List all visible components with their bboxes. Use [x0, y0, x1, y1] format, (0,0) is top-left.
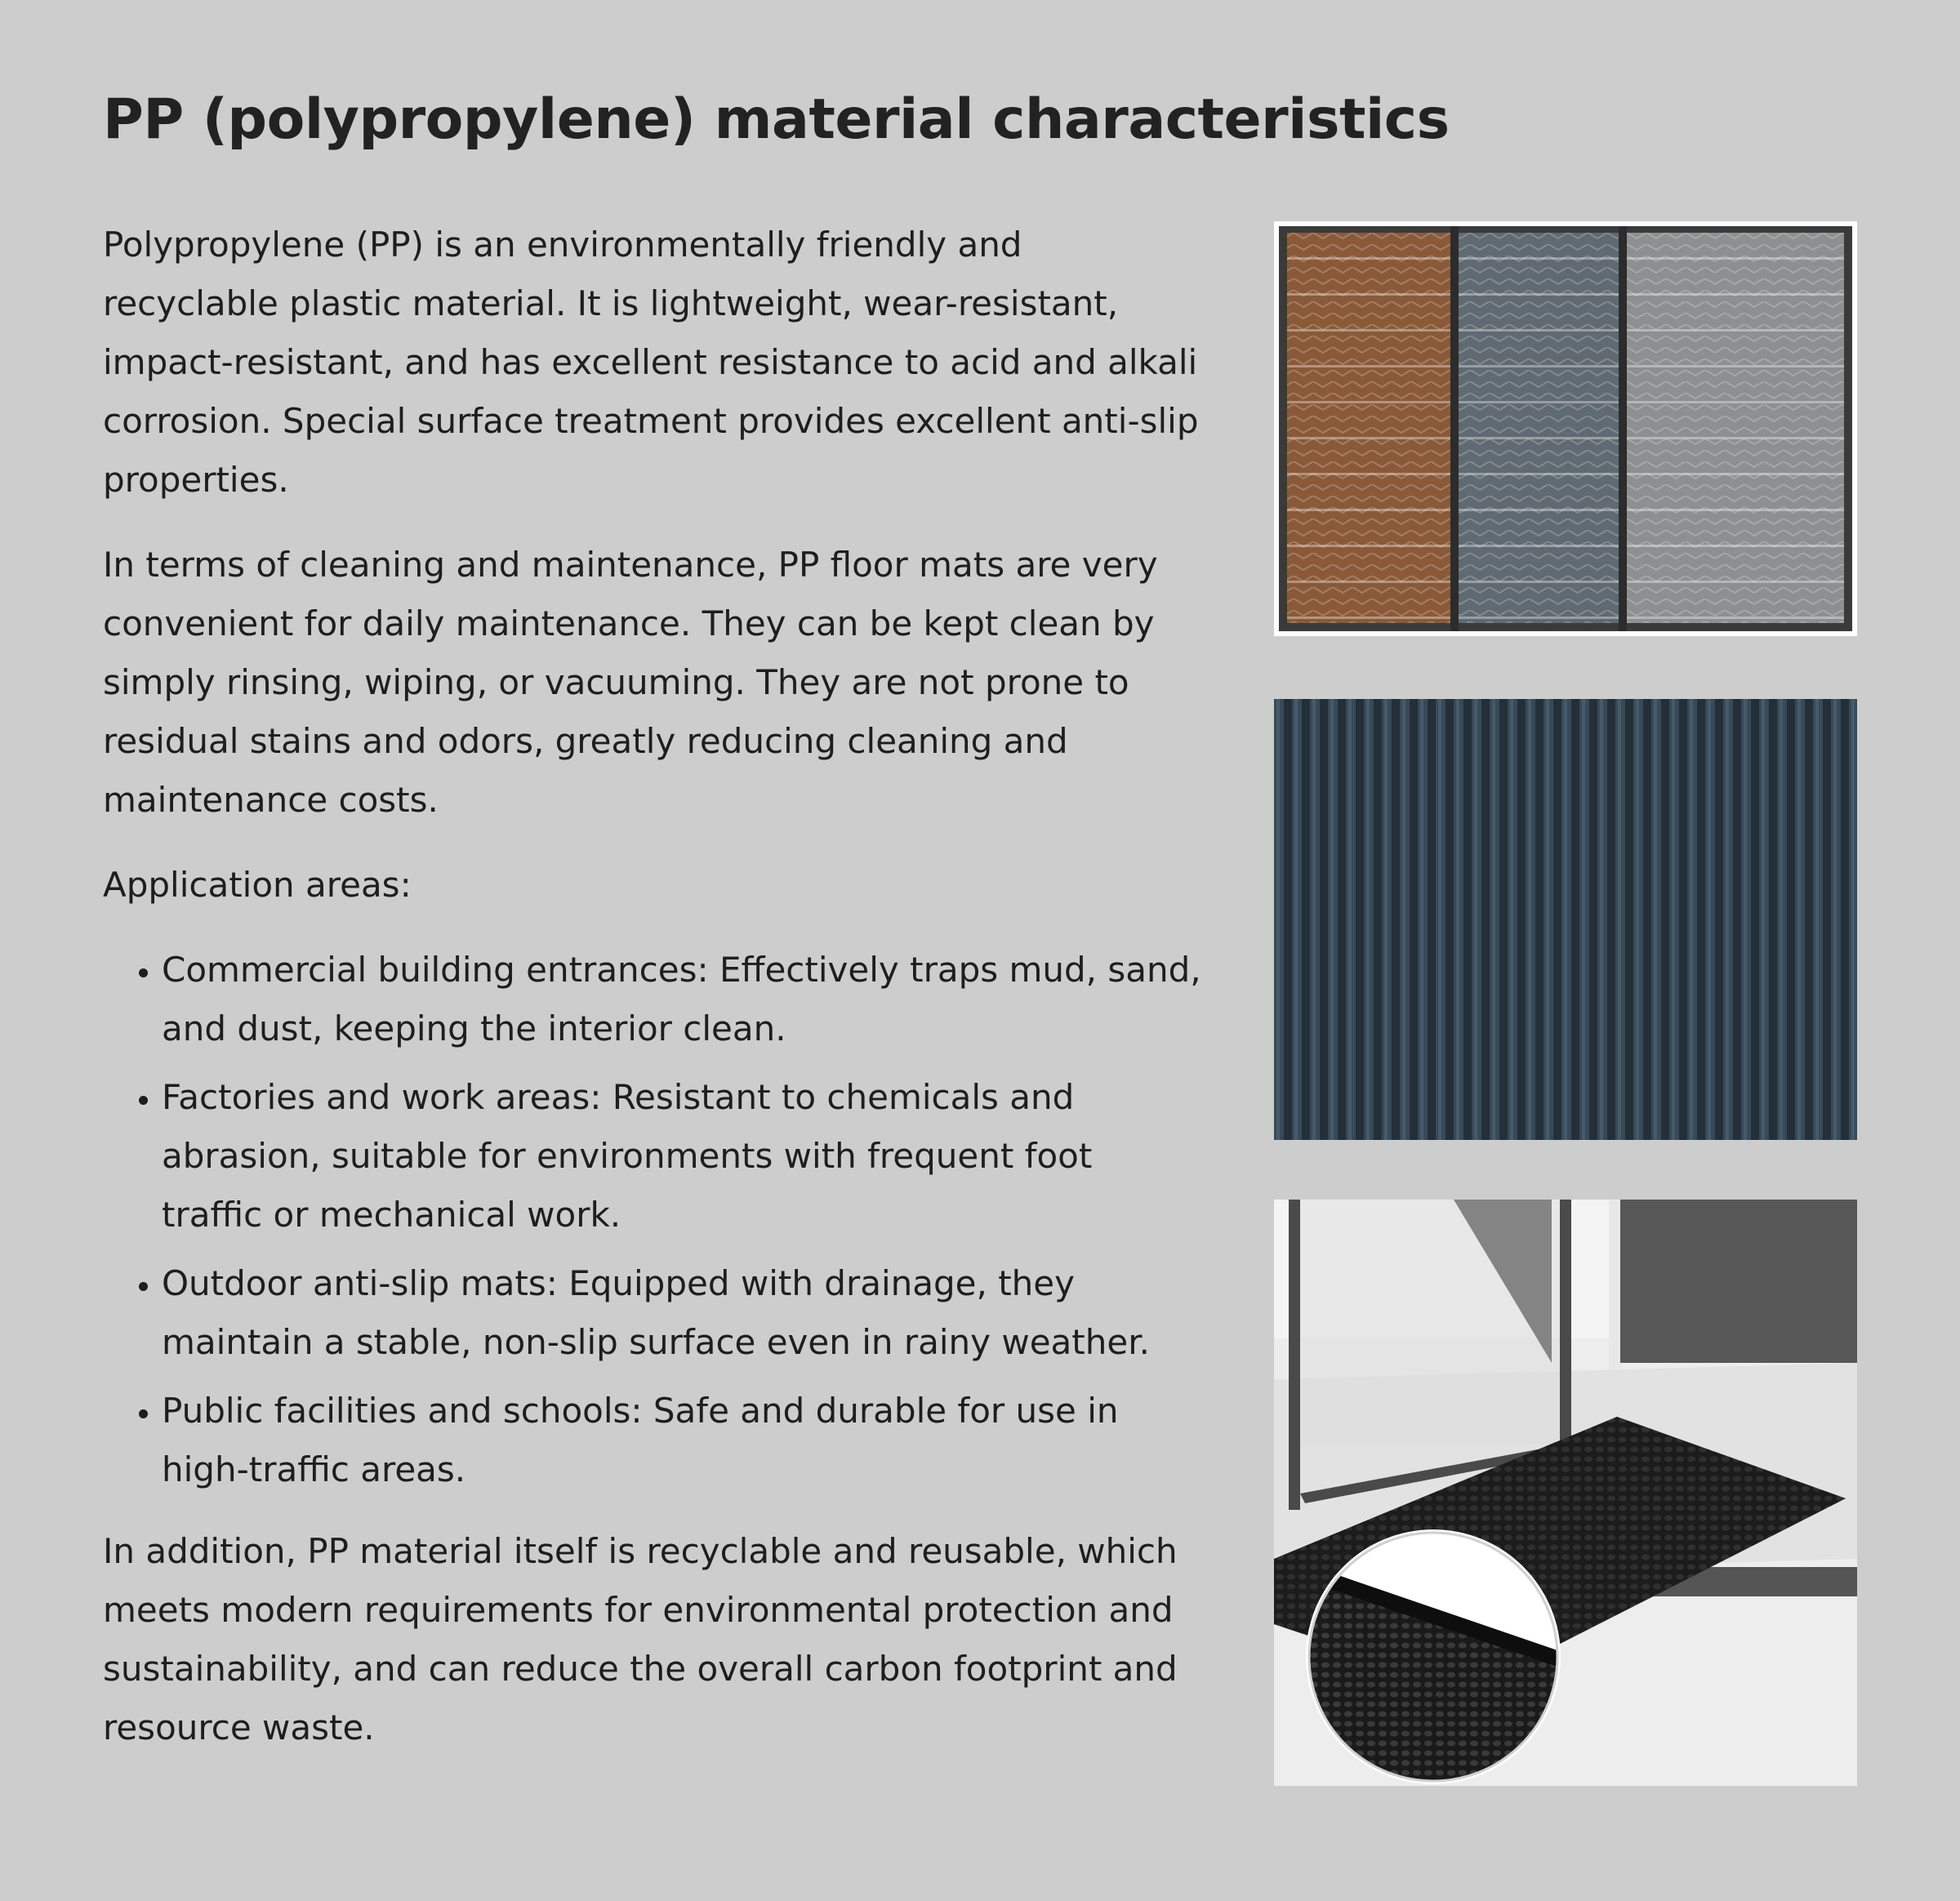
list-item: • Outdoor anti-slip mats: Equipped with drainage, they maintain a stable, non-slip surface even in rainy weather. — [162, 1254, 1201, 1372]
closing-paragraph: In addition, PP material itself is recyclable and reusable, which meets modern requirements for environmental protection and sustainability, and can reduce the overall carbon footprint and resource waste. — [103, 1531, 1178, 1747]
applications-list — [103, 941, 1201, 1499]
article-body — [103, 216, 1201, 1783]
applications-heading: Application areas: — [103, 865, 412, 905]
intro-paragraph: Polypropylene (PP) is an environmentally friendly and recyclable plastic material. It is lightweight, wear-resistant, impact-resistant, and has excellent resistance to acid and alkali corrosion. Special surface treatment provides excellent anti-slip properties. — [103, 225, 1199, 500]
list-item: • Commercial building entrances: Effectively traps mud, sand, and dust, keeping the interior clean. — [162, 941, 1201, 1058]
list-item: • Public facilities and schools: Safe and durable for use in high-traffic areas. — [162, 1382, 1201, 1499]
list-item: • Factories and work areas: Resistant to chemicals and abrasion, suitable for environments with frequent foot traffic or mechanical work. — [162, 1068, 1201, 1244]
three-herringbone-mats-photo — [1274, 221, 1857, 636]
black-entrance-mat-photo — [1274, 1200, 1857, 1786]
blue-ribbed-mat-photo — [1274, 699, 1857, 1140]
page-title: PP (polypropylene) material characteristics — [103, 87, 1450, 152]
maintenance-paragraph: In terms of cleaning and maintenance, PP floor mats are very convenient for daily maintenance. They can be kept clean by simply rinsing, wiping, or vacuuming. They are not prone to residual stains and odors, greatly reducing cleaning and maintenance costs. — [103, 545, 1158, 820]
